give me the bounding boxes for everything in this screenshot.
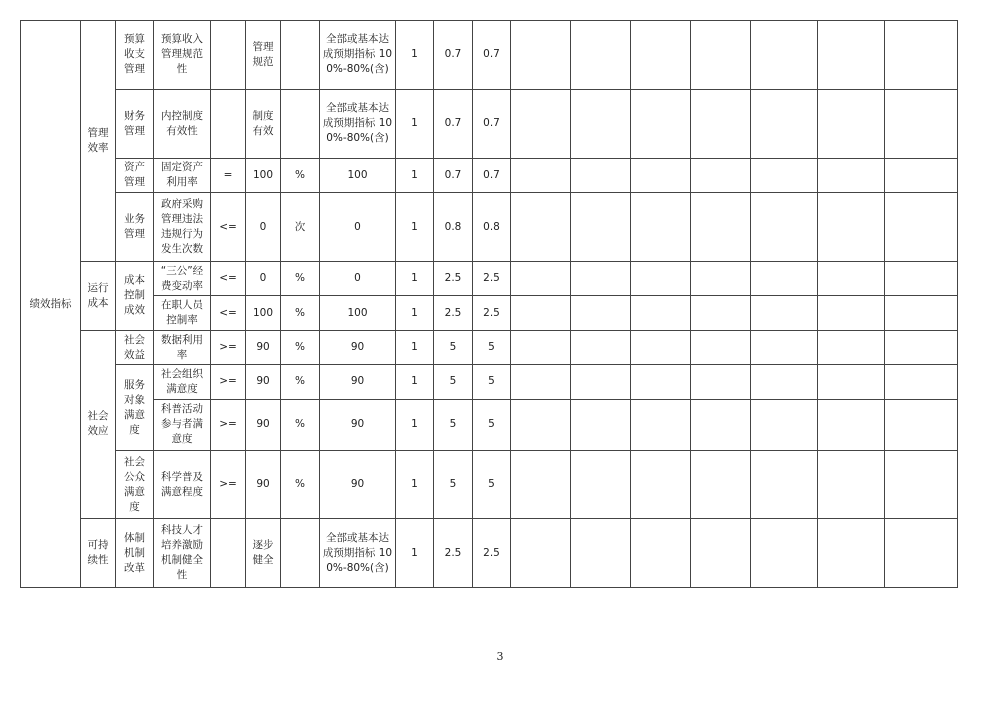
score-cell: 5 — [434, 365, 473, 399]
empty-cell — [571, 519, 631, 588]
actual-value-cell: 100 — [320, 158, 396, 192]
empty-cell — [885, 451, 958, 519]
target-value-cell: 100 — [246, 158, 281, 192]
empty-cell — [751, 193, 818, 262]
weight-cell: 1 — [396, 330, 434, 364]
unit-cell — [281, 89, 320, 158]
actual-value-cell: 90 — [320, 399, 396, 451]
score-cell: 5 — [473, 451, 511, 519]
empty-cell — [751, 399, 818, 451]
empty-cell — [885, 399, 958, 451]
empty-cell — [885, 261, 958, 295]
empty-cell — [511, 21, 571, 90]
weight-cell: 1 — [396, 519, 434, 588]
empty-cell — [631, 89, 691, 158]
empty-cell — [885, 330, 958, 364]
empty-cell — [511, 296, 571, 330]
empty-cell — [631, 330, 691, 364]
actual-value-cell: 全部或基本达成预期指标 100%-80%(含) — [320, 519, 396, 588]
target-value-cell: 逐步健全 — [246, 519, 281, 588]
empty-cell — [818, 519, 885, 588]
empty-cell — [691, 261, 751, 295]
unit-cell: % — [281, 365, 320, 399]
empty-cell — [751, 261, 818, 295]
empty-cell — [691, 365, 751, 399]
actual-value-cell: 100 — [320, 296, 396, 330]
indicator-name-cell: 在职人员控制率 — [154, 296, 211, 330]
score-cell: 2.5 — [434, 296, 473, 330]
weight-cell: 1 — [396, 21, 434, 90]
score-cell: 0.8 — [473, 193, 511, 262]
weight-cell: 1 — [396, 89, 434, 158]
empty-cell — [885, 296, 958, 330]
weight-cell: 1 — [396, 365, 434, 399]
unit-cell: % — [281, 261, 320, 295]
unit-cell — [281, 21, 320, 90]
empty-cell — [691, 330, 751, 364]
empty-cell — [885, 89, 958, 158]
actual-value-cell: 90 — [320, 330, 396, 364]
empty-cell — [511, 193, 571, 262]
indicator-name-cell: 政府采购管理违法违规行为发生次数 — [154, 193, 211, 262]
empty-cell — [511, 261, 571, 295]
category-cell: 绩效指标 — [21, 21, 81, 588]
target-value-cell: 0 — [246, 193, 281, 262]
empty-cell — [818, 399, 885, 451]
weight-cell: 1 — [396, 296, 434, 330]
empty-cell — [511, 399, 571, 451]
empty-cell — [631, 158, 691, 192]
sub-indicator-cell: 社会公众满意度 — [116, 451, 154, 519]
score-cell: 5 — [434, 399, 473, 451]
empty-cell — [818, 193, 885, 262]
unit-cell: % — [281, 296, 320, 330]
score-cell: 0.7 — [473, 21, 511, 90]
unit-cell: 次 — [281, 193, 320, 262]
indicator-name-cell: 固定资产利用率 — [154, 158, 211, 192]
empty-cell — [751, 89, 818, 158]
operator-cell: >= — [211, 451, 246, 519]
empty-cell — [691, 21, 751, 90]
score-cell: 0.7 — [434, 89, 473, 158]
weight-cell: 1 — [396, 451, 434, 519]
indicator-name-cell: 社会组织满意度 — [154, 365, 211, 399]
group-cell: 管理效率 — [81, 21, 116, 262]
table-row — [21, 296, 958, 330]
empty-cell — [571, 451, 631, 519]
score-cell: 2.5 — [473, 296, 511, 330]
empty-cell — [818, 451, 885, 519]
operator-cell: >= — [211, 399, 246, 451]
group-cell: 可持续性 — [81, 519, 116, 588]
sub-indicator-cell: 成本控制成效 — [116, 261, 154, 330]
score-cell: 5 — [434, 451, 473, 519]
empty-cell — [691, 399, 751, 451]
score-cell: 5 — [434, 330, 473, 364]
actual-value-cell: 90 — [320, 451, 396, 519]
operator-cell: = — [211, 158, 246, 192]
sub-indicator-cell: 预算收支管理 — [116, 21, 154, 90]
indicator-name-cell: 数据利用率 — [154, 330, 211, 364]
empty-cell — [751, 158, 818, 192]
indicator-name-cell: 科学普及满意程度 — [154, 451, 211, 519]
empty-cell — [818, 365, 885, 399]
unit-cell: % — [281, 399, 320, 451]
empty-cell — [571, 158, 631, 192]
table-row — [21, 89, 958, 158]
empty-cell — [818, 296, 885, 330]
operator-cell: >= — [211, 365, 246, 399]
sub-indicator-cell: 体制机制改革 — [116, 519, 154, 588]
score-cell: 2.5 — [434, 519, 473, 588]
actual-value-cell: 0 — [320, 193, 396, 262]
empty-cell — [571, 261, 631, 295]
operator-cell: <= — [211, 261, 246, 295]
empty-cell — [631, 399, 691, 451]
table-row — [21, 261, 958, 295]
empty-cell — [511, 89, 571, 158]
indicator-name-cell: 预算收入管理规范性 — [154, 21, 211, 90]
weight-cell: 1 — [396, 399, 434, 451]
weight-cell: 1 — [396, 158, 434, 192]
sub-indicator-cell: 资产管理 — [116, 158, 154, 192]
indicator-name-cell: “三公”经费变动率 — [154, 261, 211, 295]
empty-cell — [885, 519, 958, 588]
table-row — [21, 519, 958, 588]
indicator-name-cell: 科普活动参与者满意度 — [154, 399, 211, 451]
empty-cell — [818, 21, 885, 90]
empty-cell — [631, 21, 691, 90]
sub-indicator-cell: 服务对象满意度 — [116, 365, 154, 451]
score-cell: 5 — [473, 399, 511, 451]
empty-cell — [511, 158, 571, 192]
empty-cell — [885, 193, 958, 262]
empty-cell — [751, 296, 818, 330]
weight-cell: 1 — [396, 193, 434, 262]
operator-cell — [211, 89, 246, 158]
sub-indicator-cell: 业务管理 — [116, 193, 154, 262]
performance-indicator-table — [20, 20, 958, 588]
empty-cell — [751, 21, 818, 90]
score-cell: 0.7 — [473, 89, 511, 158]
actual-value-cell: 0 — [320, 261, 396, 295]
unit-cell: % — [281, 451, 320, 519]
table-row — [21, 399, 958, 451]
score-cell: 0.7 — [434, 21, 473, 90]
empty-cell — [818, 330, 885, 364]
empty-cell — [751, 330, 818, 364]
actual-value-cell: 全部或基本达成预期指标 100%-80%(含) — [320, 21, 396, 90]
target-value-cell: 100 — [246, 296, 281, 330]
target-value-cell: 90 — [246, 365, 281, 399]
score-cell: 5 — [473, 365, 511, 399]
indicator-name-cell: 内控制度有效性 — [154, 89, 211, 158]
empty-cell — [511, 519, 571, 588]
empty-cell — [818, 261, 885, 295]
score-cell: 2.5 — [434, 261, 473, 295]
empty-cell — [631, 365, 691, 399]
target-value-cell: 90 — [246, 451, 281, 519]
table-row — [21, 21, 958, 90]
empty-cell — [571, 21, 631, 90]
empty-cell — [631, 296, 691, 330]
score-cell: 0.7 — [434, 158, 473, 192]
sub-indicator-cell: 财务管理 — [116, 89, 154, 158]
group-cell: 社会效应 — [81, 330, 116, 518]
target-value-cell: 管理规范 — [246, 21, 281, 90]
empty-cell — [691, 296, 751, 330]
operator-cell — [211, 21, 246, 90]
weight-cell: 1 — [396, 261, 434, 295]
unit-cell: % — [281, 158, 320, 192]
empty-cell — [511, 451, 571, 519]
empty-cell — [571, 365, 631, 399]
empty-cell — [571, 330, 631, 364]
empty-cell — [818, 158, 885, 192]
target-value-cell: 90 — [246, 399, 281, 451]
operator-cell: <= — [211, 296, 246, 330]
target-value-cell: 制度有效 — [246, 89, 281, 158]
empty-cell — [691, 451, 751, 519]
empty-cell — [571, 193, 631, 262]
target-value-cell: 0 — [246, 261, 281, 295]
empty-cell — [751, 365, 818, 399]
empty-cell — [571, 89, 631, 158]
table-row — [21, 330, 958, 364]
empty-cell — [511, 330, 571, 364]
table-row — [21, 365, 958, 399]
empty-cell — [751, 451, 818, 519]
table-row — [21, 158, 958, 192]
table-row — [21, 193, 958, 262]
empty-cell — [631, 261, 691, 295]
empty-cell — [885, 365, 958, 399]
actual-value-cell: 全部或基本达成预期指标 100%-80%(含) — [320, 89, 396, 158]
score-cell: 2.5 — [473, 519, 511, 588]
empty-cell — [631, 193, 691, 262]
empty-cell — [691, 89, 751, 158]
empty-cell — [691, 158, 751, 192]
indicator-name-cell: 科技人才培养激励机制健全性 — [154, 519, 211, 588]
score-cell: 2.5 — [473, 261, 511, 295]
actual-value-cell: 90 — [320, 365, 396, 399]
group-cell: 运行成本 — [81, 261, 116, 330]
empty-cell — [885, 21, 958, 90]
score-cell: 0.7 — [473, 158, 511, 192]
empty-cell — [571, 399, 631, 451]
empty-cell — [751, 519, 818, 588]
score-cell: 5 — [473, 330, 511, 364]
empty-cell — [631, 519, 691, 588]
unit-cell — [281, 519, 320, 588]
page-number: 3 — [496, 650, 504, 663]
target-value-cell: 90 — [246, 330, 281, 364]
empty-cell — [818, 89, 885, 158]
empty-cell — [691, 193, 751, 262]
empty-cell — [885, 158, 958, 192]
score-cell: 0.8 — [434, 193, 473, 262]
table-row — [21, 451, 958, 519]
operator-cell — [211, 519, 246, 588]
empty-cell — [571, 296, 631, 330]
unit-cell: % — [281, 330, 320, 364]
empty-cell — [691, 519, 751, 588]
empty-cell — [511, 365, 571, 399]
operator-cell: <= — [211, 193, 246, 262]
operator-cell: >= — [211, 330, 246, 364]
sub-indicator-cell: 社会效益 — [116, 330, 154, 364]
empty-cell — [631, 451, 691, 519]
